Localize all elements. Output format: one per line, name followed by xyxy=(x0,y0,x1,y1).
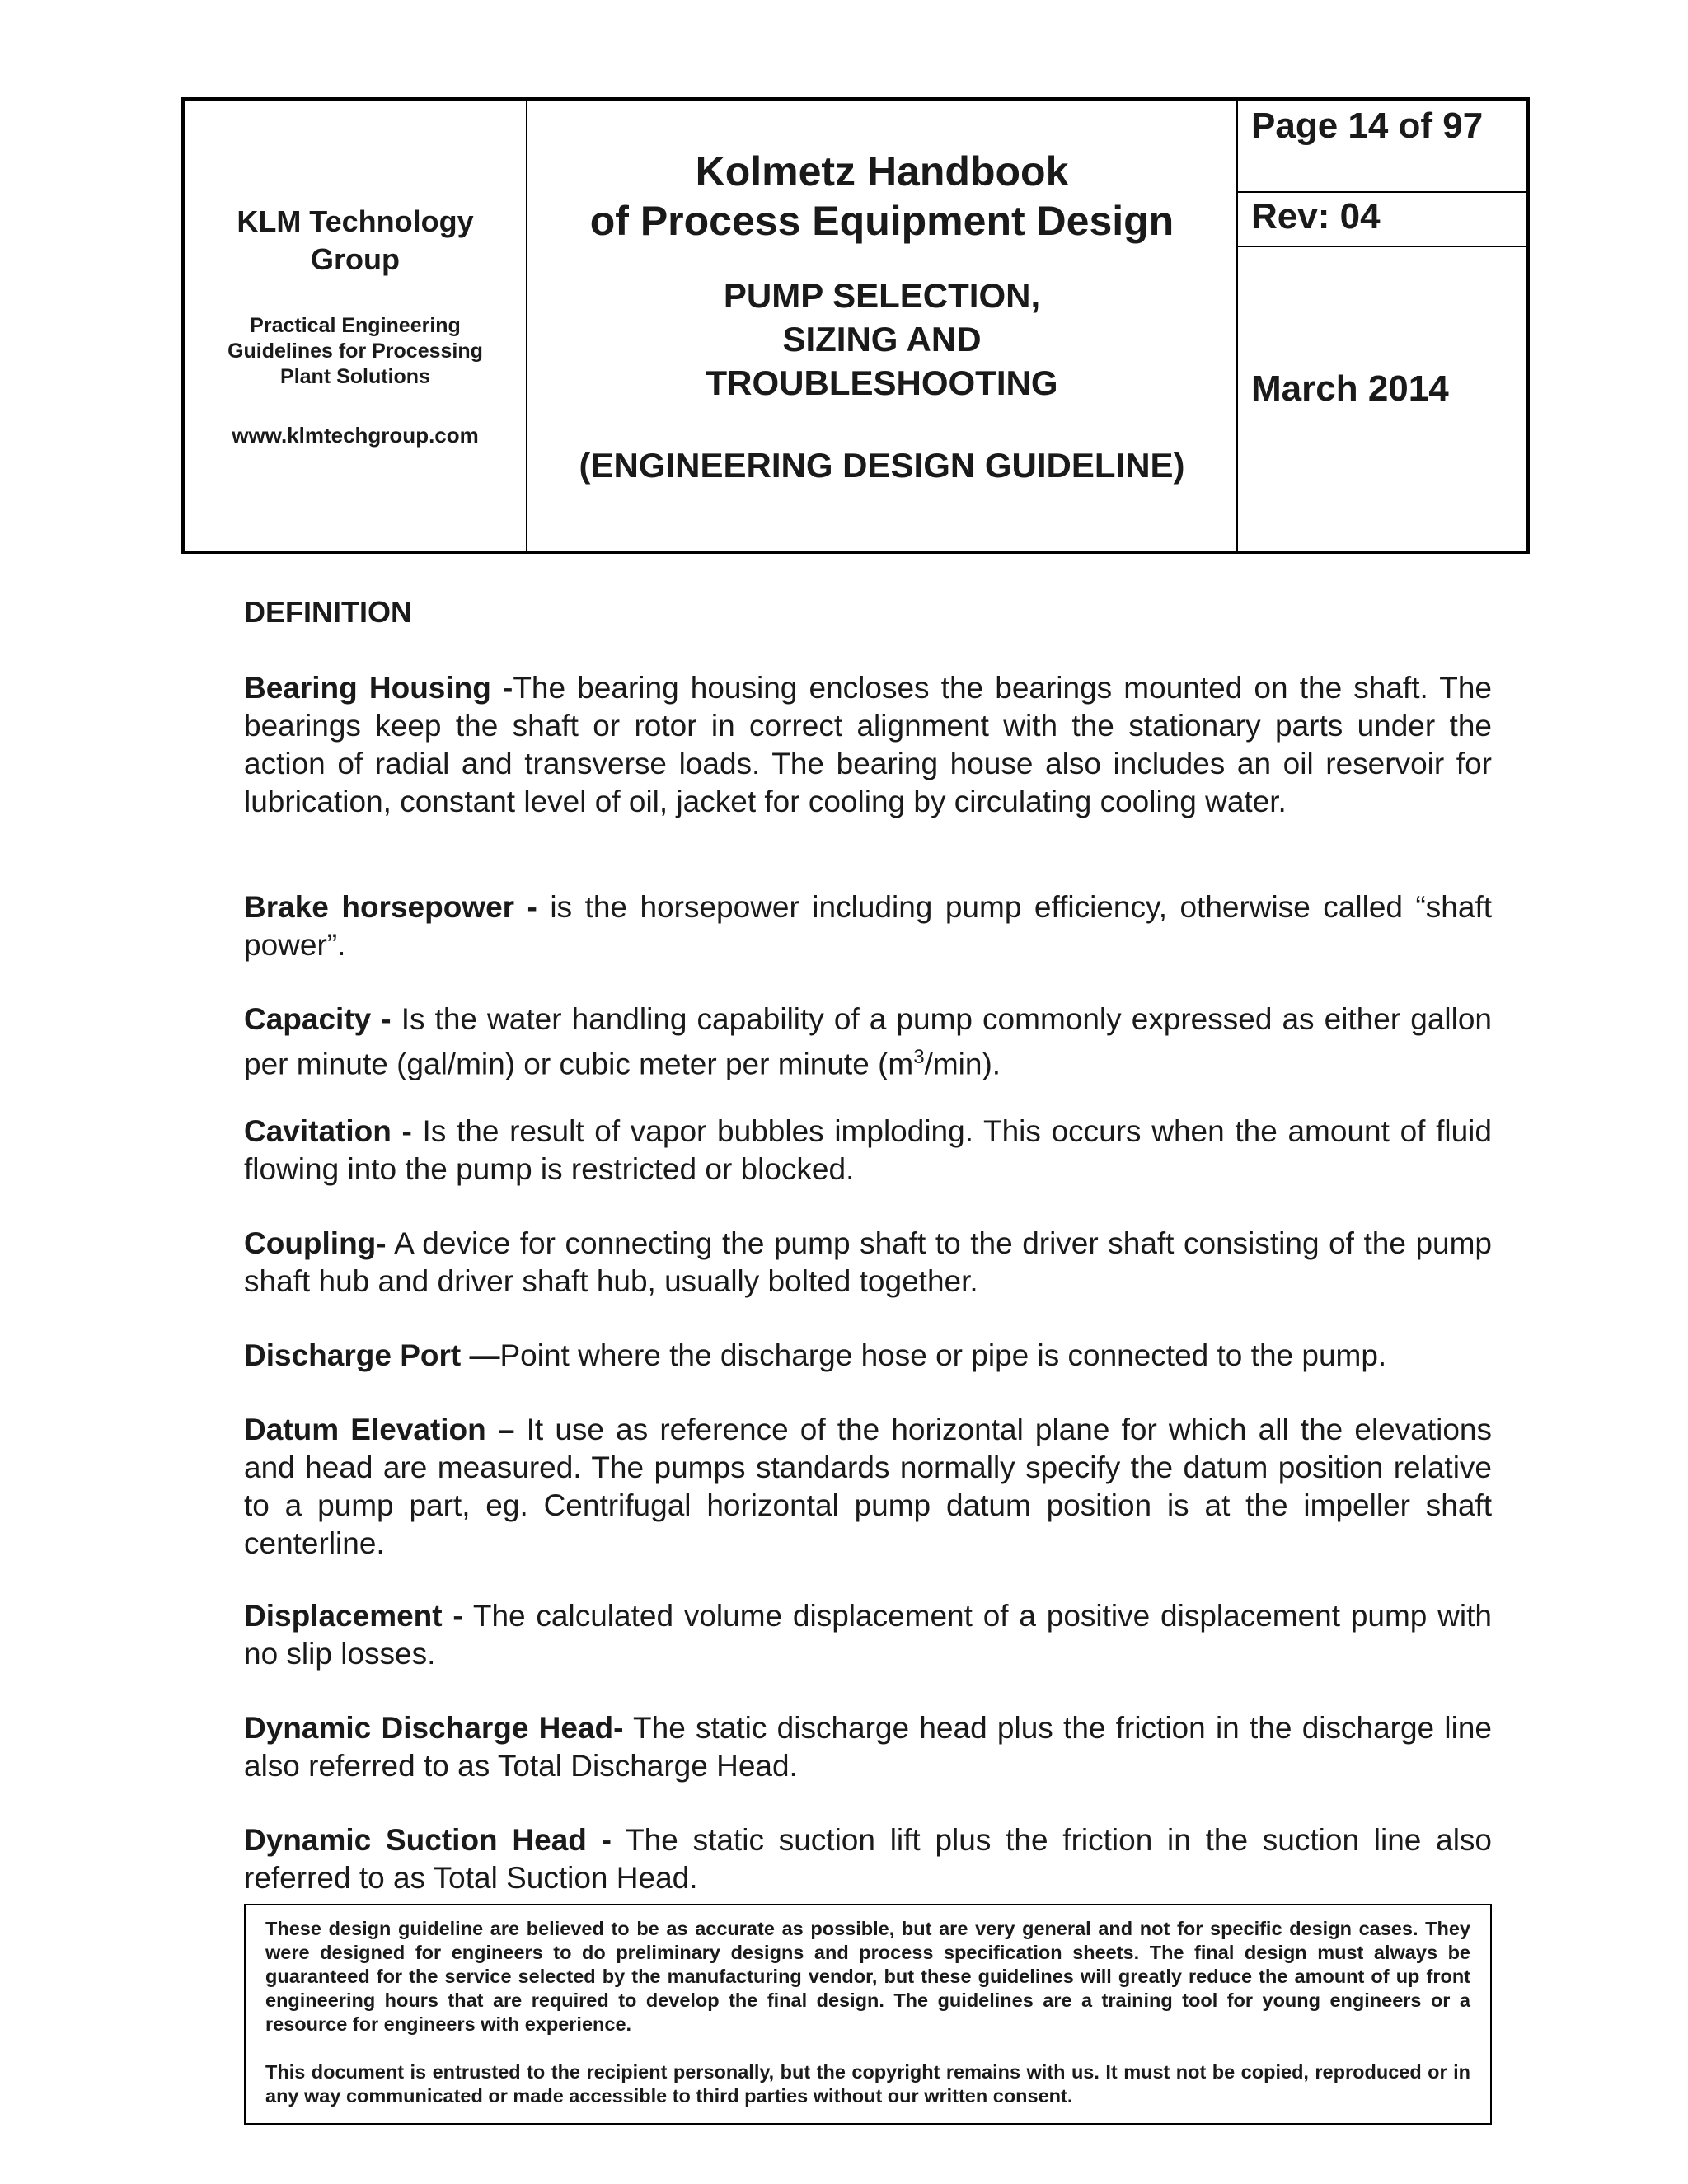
header-meta-cell xyxy=(1238,101,1526,551)
definition-term: Capacity - xyxy=(244,1002,392,1036)
definition-term: Cavitation - xyxy=(244,1114,412,1148)
org-tagline: Practical Engineering Guidelines for Processing Plant Solutions xyxy=(227,314,483,388)
definition-item xyxy=(244,1821,1492,1897)
definition-item xyxy=(244,1001,1492,1083)
topic-line2: SIZING AND xyxy=(782,320,982,359)
definition-text: Is the result of vapor bubbles imploding. This occurs when the amount of fluid flowing into the pump is restricted or blocked. xyxy=(244,1114,1492,1186)
definition-item xyxy=(244,1225,1492,1301)
document-header xyxy=(181,97,1530,554)
definition-text: The static suction lift plus the friction in the suction line also referred to as Total Suction Head. xyxy=(244,1823,1493,1895)
definition-text: It use as reference of the horizontal plane for which all the elevations and head are measured. The pumps standards normally specify the datum position relative to a pump part, eg. Centrifugal horizontal pump datum position is at the impeller shaft centerline. xyxy=(244,1413,1492,1560)
definition-text-after: /min). xyxy=(924,1047,1001,1081)
definition-term: Dynamic Discharge Head- xyxy=(244,1711,624,1745)
topic-title xyxy=(706,274,1058,405)
definition-term: Dynamic Suction Head - xyxy=(244,1823,612,1857)
definition-item xyxy=(244,1597,1492,1673)
section-title: DEFINITION xyxy=(244,595,412,629)
definition-item xyxy=(244,1337,1492,1375)
handbook-title-line1: Kolmetz Handbook xyxy=(695,148,1069,194)
definition-item xyxy=(244,1709,1492,1785)
definition-term: Bearing Housing - xyxy=(244,671,513,705)
superscript: 3 xyxy=(913,1046,925,1068)
definition-term: Datum Elevation – xyxy=(244,1413,515,1446)
copyright-paragraph: This document is entrusted to the recipient personally, but the copyright remains with us. It must not be copied, reproduced or in any way communicated or made accessible to third parties without our written consent. xyxy=(265,2061,1470,2107)
disclaimer-paragraph: These design guideline are believed to be as accurate as possible, but are very general and not for specific design cases. They were designed for engineers to do preliminary designs and process specification sheets. The final design must always be guaranteed for the service selected by the manufacturing vendor, but these guidelines will greatly reduce the amount of up front engineering hours that are required to develop the final design. The guidelines are a training tool for young engineers or a resource for engineers with experience. xyxy=(265,1918,1470,2035)
disclaimer-box xyxy=(244,1904,1492,2125)
definition-term: Brake horsepower - xyxy=(244,890,537,924)
definition-term: Displacement - xyxy=(244,1599,463,1633)
definition-term: Coupling- xyxy=(244,1226,387,1260)
revision: Rev: 04 xyxy=(1238,193,1526,247)
guideline-label: (ENGINEERING DESIGN GUIDELINE) xyxy=(579,446,1185,485)
definition-text: The static discharge head plus the friction in the discharge line also referred to as Total Discharge Head. xyxy=(244,1711,1492,1783)
topic-line3: TROUBLESHOOTING xyxy=(706,363,1058,402)
definition-term: Discharge Port — xyxy=(244,1338,500,1372)
definition-item xyxy=(244,1113,1492,1188)
header-org-cell xyxy=(185,101,528,551)
org-website: www.klmtechgroup.com xyxy=(232,423,479,448)
org-name: KLM Technology Group xyxy=(237,204,474,276)
header-title-cell xyxy=(528,101,1238,551)
definition-text: Point where the discharge hose or pipe is connected to the pump. xyxy=(499,1338,1387,1372)
definition-item xyxy=(244,1411,1492,1563)
definition-item xyxy=(244,669,1492,821)
definition-item xyxy=(244,888,1492,964)
topic-line1: PUMP SELECTION, xyxy=(723,276,1041,315)
definition-text: The calculated volume displacement of a positive displacement pump with no slip losses. xyxy=(244,1599,1492,1671)
definition-text: A device for connecting the pump shaft to the driver shaft consisting of the pump shaft hub and driver shaft hub, usually bolted together. xyxy=(244,1226,1492,1298)
page-number: Page 14 of 97 xyxy=(1238,101,1526,193)
handbook-title-line2: of Process Equipment Design xyxy=(589,198,1175,244)
definition-text: The bearing housing encloses the bearings mounted on the shaft. The bearings keep the shaft or rotor in correct alignment with the stationary parts under the action of radial and transverse loads. The bearing house also includes an oil reservoir for lubrication, constant level of oil, jacket for cooling by circulating cooling water. xyxy=(244,671,1492,818)
definition-text: is the horsepower including pump efficiency, otherwise called “shaft power”. xyxy=(244,890,1493,962)
definition-text: Is the water handling capability of a pump commonly expressed as either gallon per minute (gal/min) or cubic meter per minute (m xyxy=(244,1002,1492,1081)
issue-date: March 2014 xyxy=(1251,368,1449,409)
